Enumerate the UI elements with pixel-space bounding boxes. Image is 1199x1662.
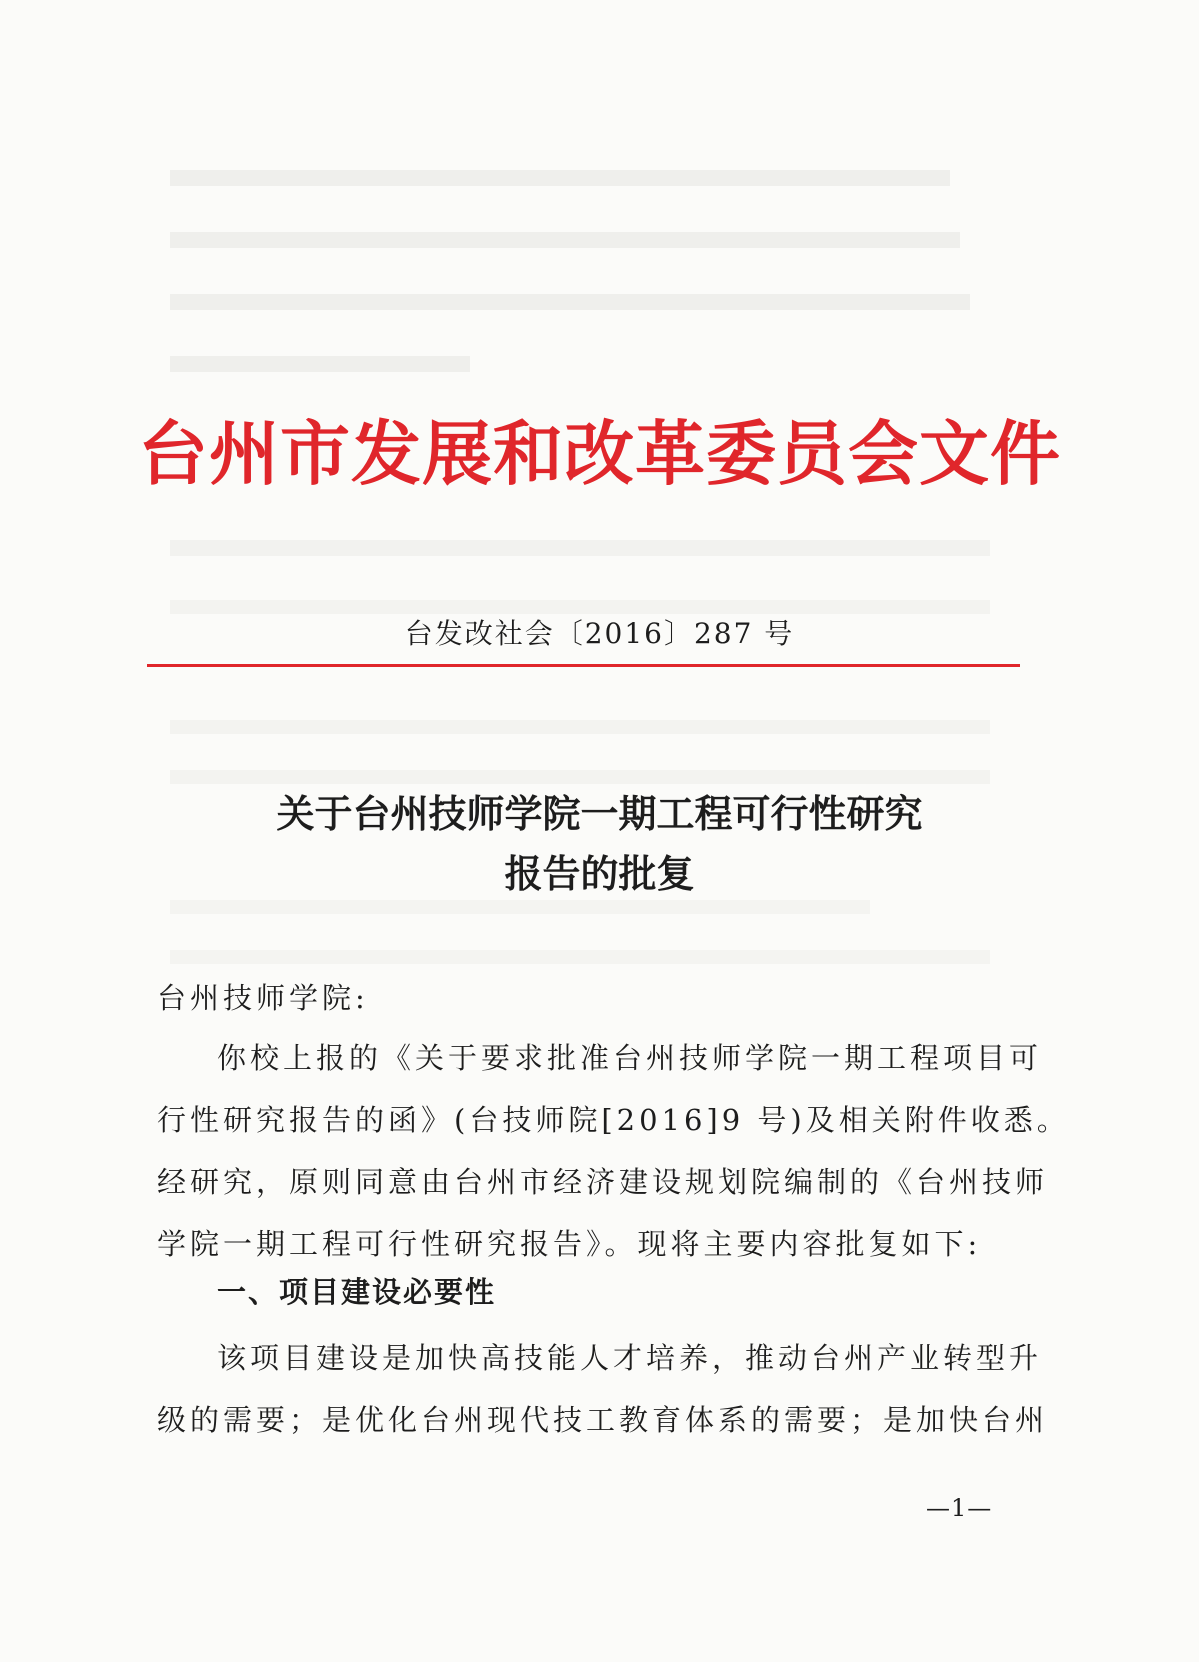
document-title-line-1: 关于台州技师学院一期工程可行性研究 — [276, 791, 923, 836]
body-line-2: 行性研究报告的函》(台技师院[2016]9 号)及相关附件收悉。 — [157, 1103, 1070, 1137]
document-number: 台发改社会〔2016〕287 号 — [404, 617, 795, 650]
section1-line-1: 该项目建设是加快高技能人才培养，推动台州产业转型升 — [217, 1341, 1043, 1375]
section1-line-2: 级的需要；是优化台州现代技工教育体系的需要；是加快台州 — [157, 1403, 1049, 1437]
body-line-1: 你校上报的《关于要求批准台州技师学院一期工程项目可 — [217, 1041, 1043, 1075]
issuer-header: 台州市发展和改革委员会文件 — [138, 412, 1061, 495]
document-title — [0, 784, 1199, 904]
body-line-3: 经研究，原则同意由台州市经济建设规划院编制的《台州技师 — [157, 1165, 1049, 1199]
document-title-line-2: 报告的批复 — [504, 851, 695, 896]
page-number: —1— — [926, 1494, 993, 1522]
body-line-4: 学院一期工程可行性研究报告》。现将主要内容批复如下: — [157, 1227, 982, 1261]
addressee: 台州技师学院: — [157, 981, 369, 1015]
section-heading-1: 一、项目建设必要性 — [217, 1275, 497, 1309]
red-divider-line — [147, 664, 1020, 667]
